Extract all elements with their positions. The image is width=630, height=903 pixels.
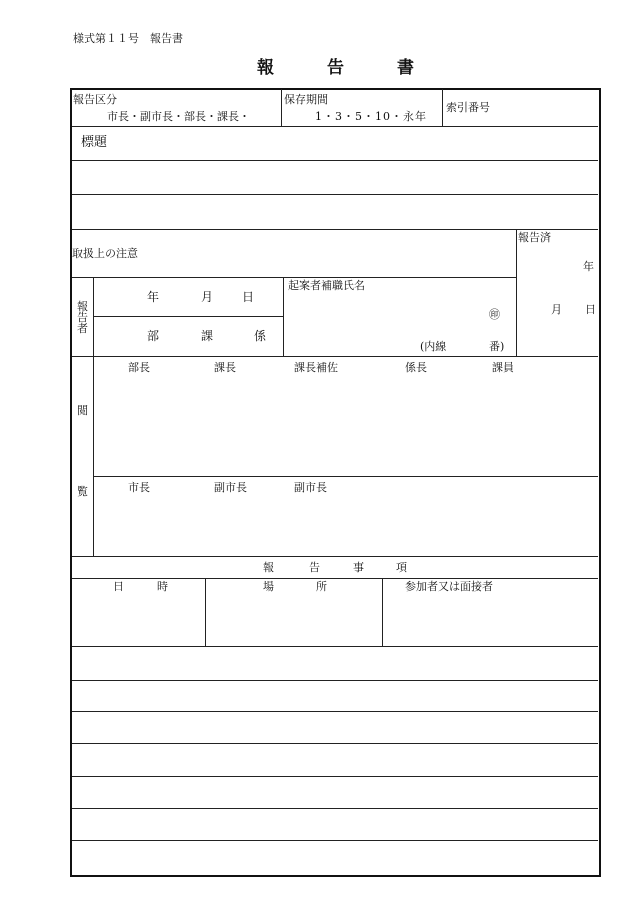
review-deputy-mayor-1: 副市長 [214,481,247,494]
report-category-options: 市長・副市長・部長・課長・ [107,110,250,123]
review-kacho: 課長 [214,361,236,374]
review-label-1: 閲 [77,404,88,417]
col-date: 日 [113,580,124,593]
divider [72,578,598,579]
divider [382,578,383,646]
divider [72,126,598,127]
divider [72,356,598,357]
reported-label: 報告済 [518,231,551,244]
reporter-year: 年 [147,290,160,304]
divider [72,808,598,809]
col-participants: 参加者又は面接者 [405,580,493,593]
divider [93,277,94,556]
col-time: 時 [157,580,168,593]
divider [72,229,598,230]
divider [72,160,598,161]
reporter-dept: 部 [147,329,160,343]
matters-title-3: 事 [353,561,364,574]
matters-title-2: 告 [309,561,320,574]
divider [72,646,598,647]
review-bucho: 部長 [128,361,150,374]
matters-title-4: 項 [396,561,407,574]
reporter-label-1: 報 [77,300,88,313]
divider [72,194,598,195]
reporter-month: 月 [201,290,214,304]
matters-title-1: 報 [263,561,274,574]
retention-options: 1・3・5・10・永年 [315,110,427,123]
divider [72,556,598,557]
extension-close: 番) [489,340,505,353]
reporter-label-2: 告 [77,311,88,324]
subject-label: 標題 [81,135,108,150]
index-number-label: 索引番号 [446,101,490,114]
col-place-2: 所 [316,580,327,593]
title-char-1: 報 [257,58,274,78]
reporter-unit: 係 [254,329,267,343]
review-label-2: 覧 [77,485,88,498]
seal-mark: ㊞ [489,308,500,321]
divider [72,680,598,681]
reporter-label-3: 者 [77,322,88,335]
reporter-section: 課 [201,329,214,343]
drafter-name-label: 起案者補職氏名 [288,279,365,292]
retention-label: 保存期間 [284,93,328,106]
divider [516,229,517,356]
divider [93,316,283,317]
reported-day: 日 [585,303,596,316]
review-mayor: 市長 [128,481,150,494]
review-kain: 課員 [492,361,514,374]
title-char-3: 書 [397,58,414,78]
review-kacho-hosa: 課長補佐 [294,361,338,374]
divider [72,711,598,712]
divider [72,840,598,841]
divider [283,277,284,356]
col-place-1: 場 [263,580,274,593]
divider [442,89,443,126]
report-category-label: 報告区分 [73,93,117,106]
divider [72,743,598,744]
handling-notes-label: 取扱上の注意 [72,247,138,260]
extension-open: (内線 [420,340,447,353]
reporter-day: 日 [242,290,255,304]
review-kakaricho: 係長 [405,361,427,374]
divider [72,776,598,777]
review-deputy-mayor-2: 副市長 [294,481,327,494]
divider [281,89,282,126]
divider [93,476,598,477]
title-char-2: 告 [327,58,344,78]
divider [205,578,206,646]
reported-month: 月 [551,303,562,316]
reported-year: 年 [583,260,594,273]
divider [72,277,516,278]
form-number: 様式第１１号 報告書 [73,32,183,45]
